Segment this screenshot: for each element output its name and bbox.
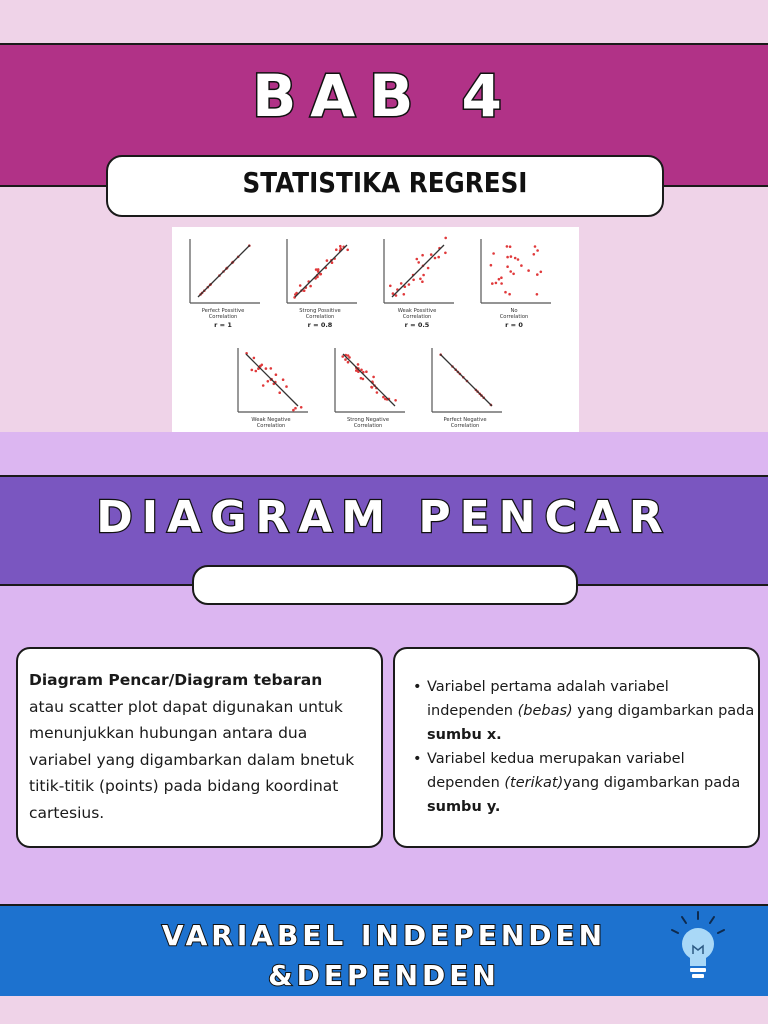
scatter-dot [534,245,537,248]
scatter-dot [527,269,530,272]
scatter-dot [533,253,536,256]
panel-caption: Correlation [256,423,286,429]
scatter-panel [384,237,454,329]
scatter-dot [326,259,329,262]
panel-caption: Perfect Negative [443,417,487,423]
trend-line [295,245,347,297]
scatter-dot [427,267,430,270]
scatter-dot [419,278,422,281]
scatter-dot [520,264,523,267]
scatter-dot [417,261,420,264]
scatter-dot [536,273,539,276]
scatter-dot [365,370,368,373]
scatter-dot [309,285,312,288]
correlation-figure-svg [172,227,579,432]
panel-caption: Weak Negative [251,417,291,423]
scatter-dot [339,245,342,248]
scatter-panel [335,348,405,429]
scatter-dot [278,391,281,394]
scatter-dot [408,283,411,286]
panel-caption: Correlation [353,423,383,429]
footer-line-2: &DEPENDEN [268,959,500,992]
panel-caption: No [510,308,518,314]
trend-line [343,354,395,406]
scatter-dot [509,270,512,273]
scatter-dot [514,257,517,260]
scatter-dot [253,357,256,360]
scatter-dot [536,249,539,252]
scatter-dot [403,293,406,296]
trend-line [246,354,298,406]
scatter-dot [495,282,498,285]
definition-lead: Diagram Pencar/Diagram tebaran [29,671,323,689]
panel-r-label: r = 0.5 [404,321,430,329]
scatter-dot [500,282,503,285]
scatter-dot [270,367,273,370]
scatter-dot [320,273,323,276]
trend-line [440,354,492,406]
scatter-dot [267,380,270,383]
scatter-dot [394,399,397,402]
panel-caption: Correlation [208,314,238,320]
scatter-dot [400,282,403,285]
footer-line-1: VARIABEL INDEPENDEN [161,919,607,952]
scatter-dot [346,249,349,252]
scatter-panel [481,239,551,329]
scatter-dot [506,256,509,259]
panel-caption: Perfect Possitive [201,308,245,314]
panel-caption: Correlation [402,314,432,320]
scatter-dot [444,237,447,240]
list-item: • Variabel kedua merupakan variabel dependen (terikat)yang digambarkan pada sumbu y. [427,747,758,819]
panel-caption: Correlation [450,423,480,429]
chapter-title: BAB 4 [252,62,516,130]
list-item: • Variabel pertama adalah variabel independen (bebas) yang digambarkan pada sumbu x. [427,675,758,747]
panel-r-label: r = 0 [505,321,523,329]
scatter-dot [510,255,513,258]
scatter-dot [506,245,509,248]
scatter-dot [376,391,379,394]
scatter-dot [265,367,268,370]
scatter-dot [341,355,344,358]
panel-r-label: r = 1 [214,321,232,329]
panel-caption: Weak Possitive [397,308,437,314]
scatter-dot [504,291,507,294]
scatter-panel [287,239,357,329]
panel-caption: Correlation [305,314,335,320]
scatter-dot [421,254,424,257]
scatter-dot [416,258,419,261]
footer-title [160,916,608,996]
scatter-dot [357,363,360,366]
variables-list [413,675,758,819]
scatter-dot [251,369,254,372]
panel-r-label: r = 0.8 [307,321,333,329]
definition-body: atau scatter plot dapat digunakan untuk menunjukkan hubungan antara dua variabel yang digambarkan dalam bnetuk titik-titik (points) pada bidang koordinat cartesius. [29,697,355,822]
panel-caption: Correlation [499,314,529,320]
scatter-dot [370,386,373,389]
scatter-dot [500,276,503,279]
scatter-dot [285,385,288,388]
scatter-dot [335,248,338,251]
scatter-dot [300,406,303,409]
scatter-dot [362,378,365,381]
scatter-dot [421,280,424,283]
lightbulb-icon [668,910,728,986]
scatter-dot [491,282,494,285]
scatter-dot [292,409,295,412]
definition-card [16,647,383,848]
scatter-dot [389,285,392,288]
chapter-subtitle: STATISTIKA REGRESI [242,166,528,199]
scatter-dot [317,269,320,272]
scatter-dot [422,274,425,277]
variables-card [393,647,760,848]
scatter-dot [412,279,415,282]
trend-line [392,245,444,297]
scatter-dot [262,384,265,387]
scatter-dot [444,252,447,255]
scatter-dot [492,252,495,255]
trend-line [198,245,250,297]
panel-caption: Strong Possitive [299,308,341,314]
empty-pill [192,565,578,605]
section-title: DIAGRAM PENCAR [96,492,672,543]
scatter-dot [540,271,543,274]
scatter-dot [372,376,375,379]
scatter-dot [508,293,511,296]
bottom-background [0,996,768,1024]
scatter-dot [347,361,350,364]
scatter-panel [238,348,308,429]
scatter-dot [536,293,539,296]
scatter-dot [430,253,433,256]
scatter-dot [348,356,351,359]
panel-caption: Strong Negative [346,417,390,423]
scatter-dot [344,358,347,361]
scatter-dot [355,369,358,372]
scatter-dot [490,264,493,267]
scatter-dot [498,278,501,281]
scatter-dot [303,289,306,292]
scatter-dot [506,265,509,268]
scatter-dot [509,245,512,248]
scatter-dot [512,273,515,276]
correlation-figure [172,227,579,432]
scatter-dot [437,256,440,259]
scatter-panel [190,239,260,329]
scatter-dot [434,257,437,260]
scatter-dot [299,284,302,287]
scatter-dot [282,378,285,381]
scatter-dot [517,258,520,261]
scatter-dot [294,407,297,410]
scatter-panel [432,348,502,429]
scatter-dot [255,370,258,373]
definition-text [29,667,371,826]
scatter-dot [275,373,278,376]
